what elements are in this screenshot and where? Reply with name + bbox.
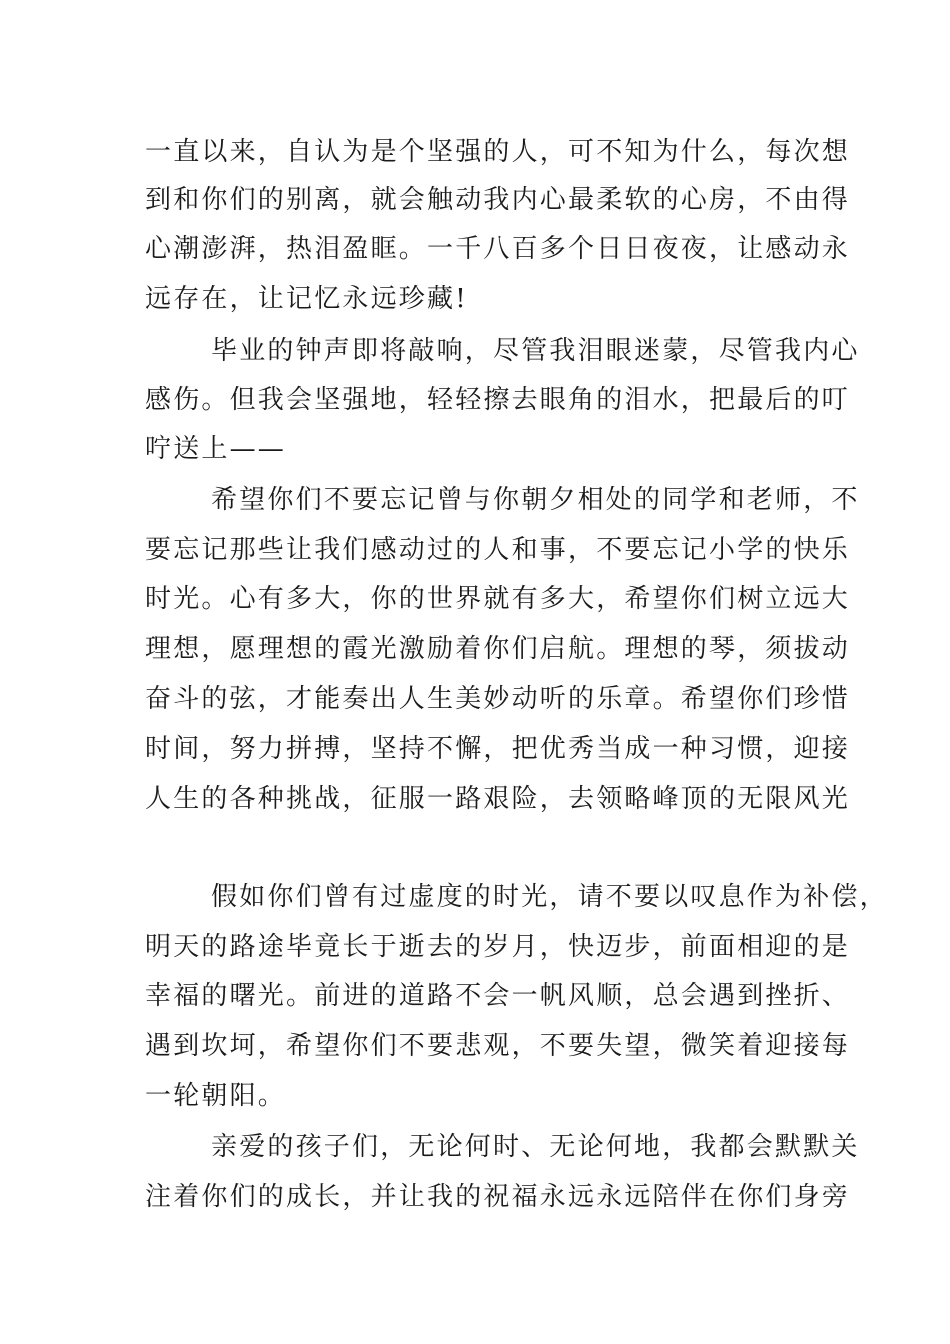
paragraph-4-line-4: 遇到坎坷，希望你们不要悲观，不要失望，微笑着迎接每 — [145, 1031, 851, 1061]
paragraph-3-line-2: 要忘记那些让我们感动过的人和事，不要忘记小学的快乐 — [145, 535, 851, 565]
paragraph-3-line-1: 希望你们不要忘记曾与你朝夕相处的同学和老师，不 — [211, 485, 860, 515]
paragraph-3-line-3: 时光。心有多大，你的世界就有多大，希望你们树立远大 — [145, 584, 851, 614]
paragraph-1-line-4: 远存在，让记忆永远珍藏! — [145, 284, 468, 314]
paragraph-2-line-2: 感伤。但我会坚强地，轻轻擦去眼角的泪水，把最后的叮 — [145, 385, 851, 415]
paragraph-4-line-3: 幸福的曙光。前进的道路不会一帆风顺，总会遇到挫折、 — [145, 981, 851, 1011]
paragraph-4-line-2: 明天的路途毕竟长于逝去的岁月，快迈步，前面相迎的是 — [145, 932, 851, 962]
paragraph-1-line-2: 到和你们的别离，就会触动我内心最柔软的心房，不由得 — [145, 185, 851, 215]
paragraph-3-line-4: 理想，愿理想的霞光激励着你们启航。理想的琴，须拔动 — [145, 634, 851, 664]
paragraph-1-line-1: 一直以来，自认为是个坚强的人，可不知为什么，每次想 — [145, 137, 851, 167]
paragraph-2-line-3: 咛送上—— — [145, 434, 287, 464]
paragraph-4-line-5: 一轮朝阳。 — [145, 1081, 287, 1111]
paragraph-3-line-7: 人生的各种挑战，征服一路艰险，去领略峰顶的无限风光 — [145, 784, 851, 814]
paragraph-5-line-1: 亲爱的孩子们，无论何时、无论何地，我都会默默关 — [211, 1132, 860, 1162]
paragraph-3-line-5: 奋斗的弦，才能奏出人生美妙动听的乐章。希望你们珍惜 — [145, 684, 851, 714]
paragraph-1-line-3: 心潮澎湃，热泪盈眶。一千八百多个日日夜夜，让感动永 — [145, 234, 851, 264]
paragraph-2-line-1: 毕业的钟声即将敲响，尽管我泪眼迷蒙，尽管我内心 — [211, 336, 860, 366]
paragraph-5-line-2: 注着你们的成长，并让我的祝福永远永远陪伴在你们身旁 — [145, 1182, 851, 1212]
paragraph-3-line-6: 时间，努力拼搏，坚持不懈，把优秀当成一种习惯，迎接 — [145, 734, 851, 764]
paragraph-4-line-1: 假如你们曾有过虚度的时光，请不要以叹息作为补偿， — [211, 882, 888, 912]
